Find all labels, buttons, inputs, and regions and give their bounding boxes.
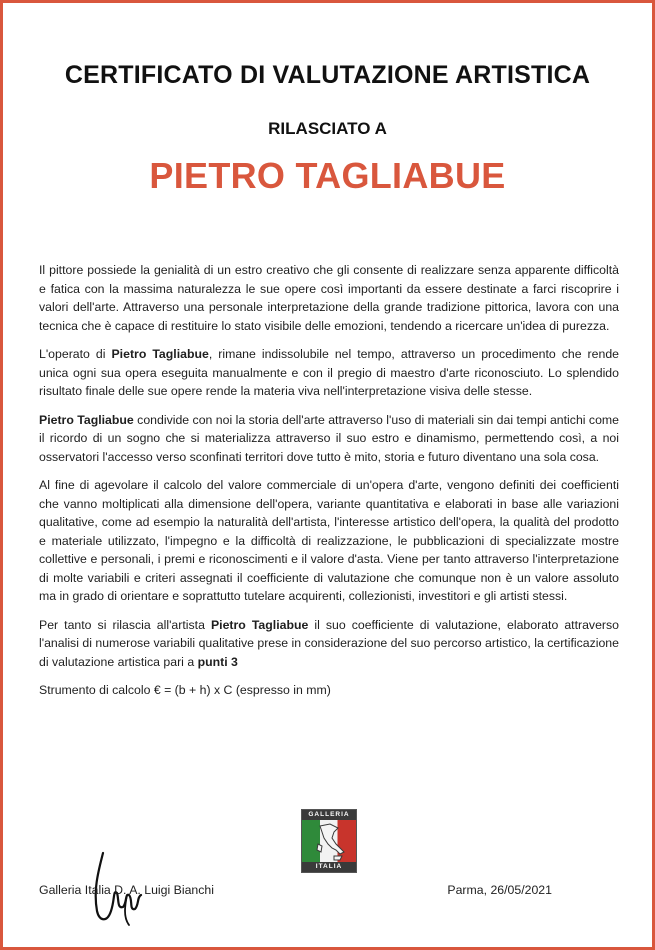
logo-top-text: GALLERIA	[302, 810, 356, 820]
certificate-body	[39, 261, 619, 710]
italy-map-icon	[310, 822, 350, 864]
issuer-signature-line: Galleria Italia D. A. Luigi Bianchi	[39, 883, 214, 897]
certificate-subtitle: RILASCIATO A	[268, 119, 387, 138]
logo-bottom-text: ITALIA	[302, 862, 356, 872]
paragraph-6-formula: Strumento di calcolo € = (b + h) x C (espresso in mm)	[39, 683, 331, 697]
paragraph-2-text-b: , rimane indissolubile nel tempo, attraverso un procedimento che rende unica ogni sua opera eseguita manualmente e con il pregio di maestro d'arte riconosciuto. Lo splendido risultato finale delle sue opere rende la materia viva nell'interpretazione visiva delle stesse.	[39, 347, 620, 398]
paragraph-5-points: punti 3	[197, 654, 238, 669]
paragraph-5-text-b: il suo coefficiente di valutazione, elaborato attraverso l'analisi di numerose variabili qualitative prese in considerazione del suo percorso artistico, la certificazione di valutazione artistica pari a	[39, 617, 620, 669]
galleria-italia-logo	[301, 809, 357, 873]
paragraph-5-artist-name: Pietro Tagliabue	[210, 617, 309, 632]
paragraph-3-text: condivide con noi la storia dell'arte attraverso l'uso di materiali sin dai tempi antichi come il ricordo di un sogno che si materializza attraverso il suo estro e dinamismo, permettendo così, a noi osservatori l'accesso verso sconfinati territori dove tutto è mito, storia e futuro diventano una sola cosa.	[39, 412, 620, 464]
paragraph-5-text-a: Per tanto si rilascia all'artista	[39, 617, 211, 632]
paragraph-1: Il pittore possiede la genialità di un estro creativo che gli consente di realizzare senza apparente difficoltà e fatica con la massima naturalezza le sue opere così importanti da essere destinate a farci riscoprire i valori dell'arte. Attraverso una personale interpretazione della grande tradizione pittorica, lavora con una tecnica che è capace di restituire lo stato visibile delle emozioni, tendendo a ricercare un'idea di purezza.	[39, 263, 619, 333]
certificate-title: CERTIFICATO DI VALUTAZIONE ARTISTICA	[64, 61, 591, 89]
artist-name: PIETRO TAGLIABUE	[149, 155, 506, 196]
paragraph-4: Al fine di agevolare il calcolo del valore commerciale di un'opera d'arte, vengono definiti dei coefficienti che vanno moltiplicati alla dimensione dell'opera, variante quantitativa e elaborati in base alle variazioni qualitative, come ad esempio la naturalità dell'artista, l'interesse artistico dell'opera, la qualità del prodotto e materiale utilizzato, l'impegno e la difficoltà di realizzazione, le pubblicazioni di specializzate mostre collettive e personali, i premi e riconoscimenti e il valore d'asta. Viene per tanto attraverso l'interpretazione di molte variabili e criteri assegnati il coefficiente di valutazione che comunque non è un valore assoluto ma in grado di orientare e soprattutto tutelare acquirenti, collezionisti, investitori e gli artisti stessi.	[39, 478, 619, 603]
paragraph-2	[39, 345, 619, 401]
paragraph-3-artist-name: Pietro Tagliabue	[39, 412, 134, 427]
paragraph-3	[39, 411, 619, 467]
paragraph-5	[39, 616, 619, 672]
paragraph-2-artist-name: Pietro Tagliabue	[111, 347, 209, 361]
paragraph-2-text-a: L'operato di	[39, 347, 112, 361]
place-and-date: Parma, 26/05/2021	[447, 883, 552, 897]
